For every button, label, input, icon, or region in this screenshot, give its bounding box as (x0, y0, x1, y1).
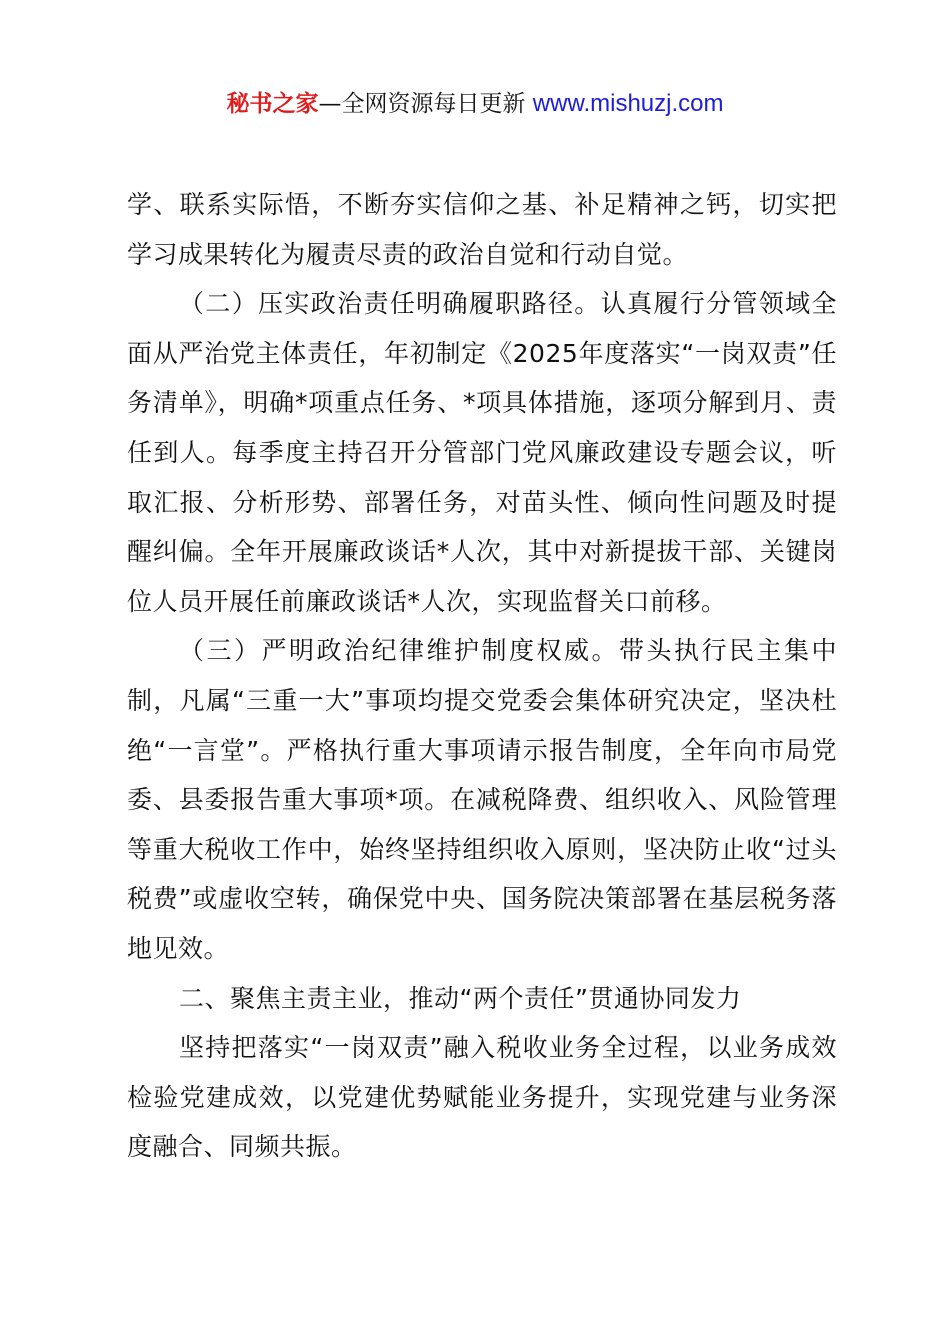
section-heading: 二、聚焦主责主业，推动“两个责任”贯通协同发力 (179, 983, 742, 1013)
header-tagline: —全网资源每日更新 (318, 91, 533, 117)
site-url-link[interactable]: www.mishuzj.com (532, 90, 724, 117)
paragraph-section-intro: 坚持把落实“一岗双责”融入税收业务全过程，以业务成效检验党建成效，以党建优势赋能业务提升，实现党建与业务深度融合、同频共振。 (127, 1033, 837, 1162)
document-body (127, 180, 837, 1172)
paragraph-section-3: （三）严明政治纪律维护制度权威。带头执行民主集中制，凡属“三重一大”事项均提交党委会集体研究决定，坚决杜绝“一言堂”。严格执行重大事项请示报告制度，全年向市局党委、县委报告重大事项*项。在减税降费、组织收入、风险管理等重大税收工作中，始终坚持组织收入原则，坚决防止收“过头税费”或虚收空转，确保党中央、国务院决策部署在基层税务落地见效。 (127, 636, 837, 963)
brand-name: 秘书之家 (226, 91, 319, 117)
paragraph-continuation: 学、联系实际悟，不断夯实信仰之基、补足精神之钙，切实把学习成果转化为履责尽责的政治自觉和行动自觉。 (127, 190, 837, 269)
paragraph-section-2: （二）压实政治责任明确履职路径。认真履行分管领域全面从严治党主体责任，年初制定《2025年度落实“一岗双责”任务清单》，明确*项重点任务、*项具体措施，逐项分解到月、责任到人。每季度主持召开分管部门党风廉政建设专题会议，听取汇报、分析形势、部署任务，对苗头性、倾向性问题及时提醒纠偏。全年开展廉政谈话*人次，其中对新提拔干部、关键岗位人员开展任前廉政谈话*人次，实现监督关口前移。 (127, 289, 837, 616)
site-header (0, 86, 950, 122)
